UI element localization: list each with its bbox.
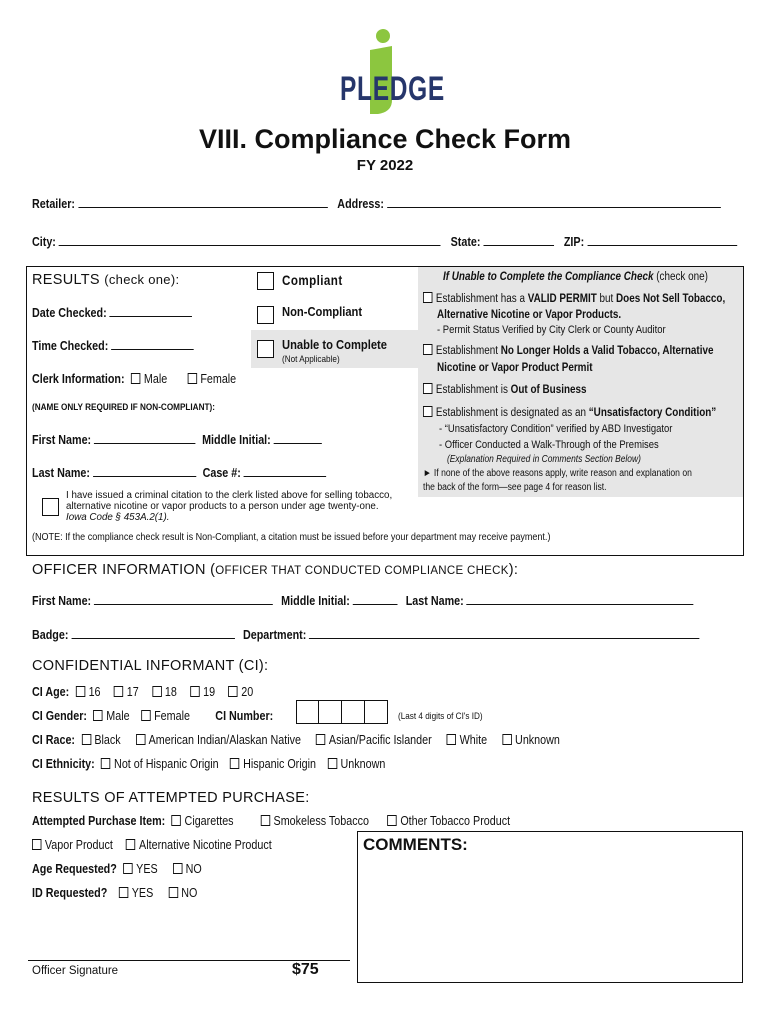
results-note: (NOTE: If the compliance check result is Non-Compliant, a citation must be issued before your department may receive payment.) (32, 531, 551, 543)
ci-age-18: 18 (164, 685, 177, 699)
purchase-item-row (32, 814, 510, 828)
ci-race-label: CI Race: (32, 733, 76, 747)
comments-box[interactable] (357, 831, 743, 983)
purchase-item-row-2 (32, 838, 272, 852)
retailer-field[interactable] (78, 196, 327, 208)
age-requested-row (32, 862, 202, 876)
citation-line-2: alternative nicotine or vapor products to a person under age twenty-one. (66, 501, 379, 512)
unable-label: Unable to Complete (282, 337, 387, 352)
ci-gender-row (32, 709, 273, 723)
ci-age-17-checkbox[interactable] (114, 686, 123, 697)
ci-age-16: 16 (88, 685, 101, 699)
ci-race-black: Black (94, 733, 121, 747)
zip-label: ZIP: (563, 235, 585, 249)
opt1-text-e: Alternative Nicotine or Vapor Products. (437, 309, 622, 321)
clerk-label: Clerk Information: (32, 372, 125, 386)
alt-nicotine-checkbox[interactable] (126, 839, 135, 850)
unsatisfactory-checkbox[interactable] (423, 406, 432, 417)
unable-option-1 (423, 292, 725, 305)
out-of-business-checkbox[interactable] (423, 383, 432, 394)
opt1-sub: - Permit Status Verified by City Clerk or County Auditor (437, 324, 666, 336)
id-requested-row (32, 886, 197, 900)
id-yes-label: YES (131, 886, 154, 900)
clerk-last-row (32, 465, 326, 480)
officer-last-name-label: Last Name: (405, 594, 464, 608)
id-no-label: NO (181, 886, 198, 900)
age-yes-label: YES (136, 862, 158, 876)
page-title: VIII. Compliance Check Form (198, 124, 572, 154)
no-permit-checkbox[interactable] (423, 344, 432, 355)
opt2-text-a: Establishment (435, 345, 501, 357)
clerk-male-label: Male (143, 372, 168, 386)
department-label: Department: (242, 628, 307, 642)
opt4-sub1: - “Unsatisfactory Condition” verified by ABD Investigator (439, 423, 673, 435)
clerk-row (32, 372, 236, 386)
id-requested-label: ID Requested? (32, 886, 108, 900)
ci-race-american-indian-checkbox[interactable] (136, 734, 145, 745)
compliant-label: Compliant (282, 273, 343, 288)
unable-title-note: (check one) (656, 271, 708, 283)
opt2-text-c: Nicotine or Vapor Product Permit (437, 362, 593, 374)
unable-option-3 (423, 383, 587, 396)
retailer-row (32, 196, 721, 211)
state-field[interactable] (483, 234, 554, 246)
results-heading-note: (check one): (104, 272, 180, 287)
id-no-checkbox[interactable] (168, 887, 177, 898)
ci-ethnicity-row (32, 757, 385, 771)
ipledge-logo (340, 28, 444, 118)
ci-age-label: CI Age: (32, 685, 70, 699)
purchase-heading: RESULTS OF ATTEMPTED PURCHASE: (32, 790, 310, 806)
address-field[interactable] (387, 196, 721, 208)
age-yes-checkbox[interactable] (123, 863, 132, 874)
age-requested-label: Age Requested? (32, 862, 117, 876)
age-no-label: NO (185, 862, 202, 876)
officer-middle-initial-field[interactable] (353, 593, 398, 605)
officer-heading-a: OFFICER INFORMATION ( (32, 562, 216, 578)
not-applicable-note: (Not Applicable) (282, 354, 340, 365)
ci-race-white-checkbox[interactable] (447, 734, 456, 745)
ci-ethnicity-unknown-checkbox[interactable] (328, 758, 337, 769)
clerk-female-checkbox[interactable] (187, 373, 196, 384)
ci-heading: CONFIDENTIAL INFORMANT (CI): (32, 658, 269, 674)
clerk-last-name-label: Last Name: (32, 466, 90, 480)
clerk-middle-initial-field[interactable] (274, 432, 322, 444)
city-field[interactable] (59, 234, 441, 246)
purchase-item-label: Attempted Purchase Item: (32, 814, 166, 828)
ci-number-digit-2[interactable] (319, 700, 342, 724)
officer-first-name-label: First Name: (32, 594, 92, 608)
opt1-text-d: Does Not Sell Tobacco, (616, 293, 726, 305)
ci-female-checkbox[interactable] (141, 710, 150, 721)
other-tobacco-checkbox[interactable] (387, 815, 396, 826)
age-no-checkbox[interactable] (173, 863, 182, 874)
ci-race-white: White (459, 733, 488, 747)
item-other-tobacco: Other Tobacco Product (400, 814, 511, 828)
ci-number-boxes (296, 700, 390, 724)
ci-race-unknown: Unknown (515, 733, 560, 747)
date-label: Date Checked: (32, 306, 107, 320)
ci-age-20: 20 (241, 685, 254, 699)
ci-race-asian: Asian/Pacific Islander (328, 733, 432, 747)
officer-heading-c: ): (508, 562, 519, 578)
logo-text: PLEDGE (340, 70, 445, 108)
vapor-checkbox[interactable] (32, 839, 41, 850)
time-field[interactable] (111, 338, 194, 350)
comments-heading: COMMENTS: (363, 835, 468, 854)
ci-race-row (32, 733, 560, 747)
officer-heading (32, 562, 518, 578)
permit-no-sale-checkbox[interactable] (423, 292, 432, 303)
clerk-first-name-label: First Name: (32, 433, 92, 447)
unable-option-4 (423, 406, 716, 419)
clerk-first-name-field[interactable] (94, 432, 195, 444)
citation-checkbox[interactable] (42, 498, 59, 516)
name-note: (NAME ONLY REQUIRED IF NON-COMPLIANT): (32, 402, 215, 413)
officer-middle-initial-label: Middle Initial: (281, 594, 350, 608)
ci-not-hispanic: Not of Hispanic Origin (114, 757, 219, 771)
ci-ethnicity-unknown: Unknown (340, 757, 386, 771)
payment-amount: $75 (292, 961, 319, 978)
unable-option-2 (423, 344, 713, 357)
opt1-text-b: VALID PERMIT (527, 293, 597, 305)
citation-text (66, 490, 392, 523)
ci-number-digit-1[interactable] (296, 700, 319, 724)
opt3-text-a: Establishment is (435, 384, 511, 396)
opt3-text-b: Out of Business (510, 384, 587, 396)
page-subtitle: FY 2022 (356, 157, 414, 174)
ci-gender-label: CI Gender: (32, 709, 87, 723)
item-smokeless: Smokeless Tobacco (273, 814, 369, 828)
citation-line-1: I have issued a criminal citation to the clerk listed above for selling tobacco, (66, 490, 393, 501)
opt1-text-c: but (596, 293, 617, 305)
city-label: City: (32, 235, 56, 249)
item-cigarettes: Cigarettes (184, 814, 234, 828)
badge-label: Badge: (32, 628, 69, 642)
opt4-text-b: “Unsatisfactory Condition” (588, 407, 717, 419)
date-row (32, 305, 192, 320)
ci-number-label: CI Number: (215, 709, 274, 723)
ci-hispanic-checkbox[interactable] (230, 758, 239, 769)
time-label: Time Checked: (32, 339, 109, 353)
ci-age-17: 17 (126, 685, 139, 699)
non-compliant-label: Non-Compliant (282, 304, 363, 319)
opt2-text-b: No Longer Holds a Valid Tobacco, Alternative (500, 345, 714, 357)
state-label: State: (450, 235, 481, 249)
signature-label: Officer Signature (32, 965, 119, 977)
non-compliant-checkbox[interactable] (257, 306, 274, 324)
ci-number-digit-3[interactable] (342, 700, 365, 724)
time-row (32, 338, 194, 353)
smokeless-checkbox[interactable] (261, 815, 270, 826)
ci-number-note: (Last 4 digits of CI's ID) (398, 711, 483, 722)
unable-title (443, 271, 708, 283)
unable-checkbox[interactable] (257, 340, 274, 358)
ci-age-19-checkbox[interactable] (190, 686, 199, 697)
ci-age-19: 19 (203, 685, 216, 699)
results-heading-text: RESULTS (32, 272, 100, 288)
officer-heading-b: OFFICER THAT CONDUCTED COMPLIANCE CHECK (215, 565, 509, 577)
unable-footnote-1: ► If none of the above reasons apply, write reason and explanation on (423, 468, 692, 479)
clerk-male-checkbox[interactable] (131, 373, 140, 384)
address-label: Address: (337, 197, 384, 211)
ci-not-hispanic-checkbox[interactable] (101, 758, 110, 769)
ci-ethnicity-label: CI Ethnicity: (32, 757, 95, 771)
officer-name-row (32, 593, 694, 608)
ci-race-american-indian: American Indian/Alaskan Native (148, 733, 301, 747)
ci-number-digit-4[interactable] (365, 700, 388, 724)
item-vapor: Vapor Product (44, 838, 113, 852)
ci-age-16-checkbox[interactable] (76, 686, 85, 697)
ci-age-row (32, 685, 253, 699)
city-row (32, 234, 737, 249)
results-heading (32, 272, 179, 288)
badge-field[interactable] (71, 627, 234, 639)
officer-badge-row (32, 627, 700, 642)
compliant-checkbox[interactable] (257, 272, 274, 290)
zip-field[interactable] (587, 234, 737, 246)
unable-title-text: If Unable to Complete the Compliance Check (443, 271, 654, 283)
opt1-text-a: Establishment has a (435, 293, 528, 305)
unable-footnote-2: the back of the form—see page 4 for reason list. (423, 482, 607, 493)
ci-hispanic: Hispanic Origin (243, 757, 317, 771)
ci-male-label: Male (106, 709, 130, 723)
citation-line-3: Iowa Code § 453A.2(1). (66, 512, 170, 523)
clerk-last-name-field[interactable] (93, 465, 196, 477)
item-alt-nicotine: Alternative Nicotine Product (139, 838, 272, 852)
ci-race-black-checkbox[interactable] (81, 734, 90, 745)
officer-first-name-field[interactable] (94, 593, 273, 605)
ci-female-label: Female (154, 709, 190, 723)
clerk-name-row (32, 432, 322, 447)
case-label: Case #: (202, 466, 241, 480)
id-yes-checkbox[interactable] (119, 887, 128, 898)
case-field[interactable] (244, 465, 327, 477)
ci-race-asian-checkbox[interactable] (316, 734, 325, 745)
retailer-label: Retailer: (32, 197, 76, 211)
opt4-sub2: - Officer Conducted a Walk-Through of the Premises (439, 439, 659, 451)
officer-last-name-field[interactable] (467, 593, 694, 605)
clerk-middle-initial-label: Middle Initial: (202, 433, 271, 447)
ci-race-unknown-checkbox[interactable] (502, 734, 511, 745)
department-field[interactable] (309, 627, 699, 639)
opt4-sub3: (Explanation Required in Comments Section Below) (447, 454, 641, 465)
clerk-female-label: Female (200, 372, 237, 386)
ci-age-18-checkbox[interactable] (152, 686, 161, 697)
cigarettes-checkbox[interactable] (172, 815, 181, 826)
opt4-text-a: Establishment is designated as an (435, 407, 589, 419)
ci-age-20-checkbox[interactable] (228, 686, 237, 697)
ci-male-checkbox[interactable] (93, 710, 102, 721)
date-field[interactable] (110, 305, 193, 317)
